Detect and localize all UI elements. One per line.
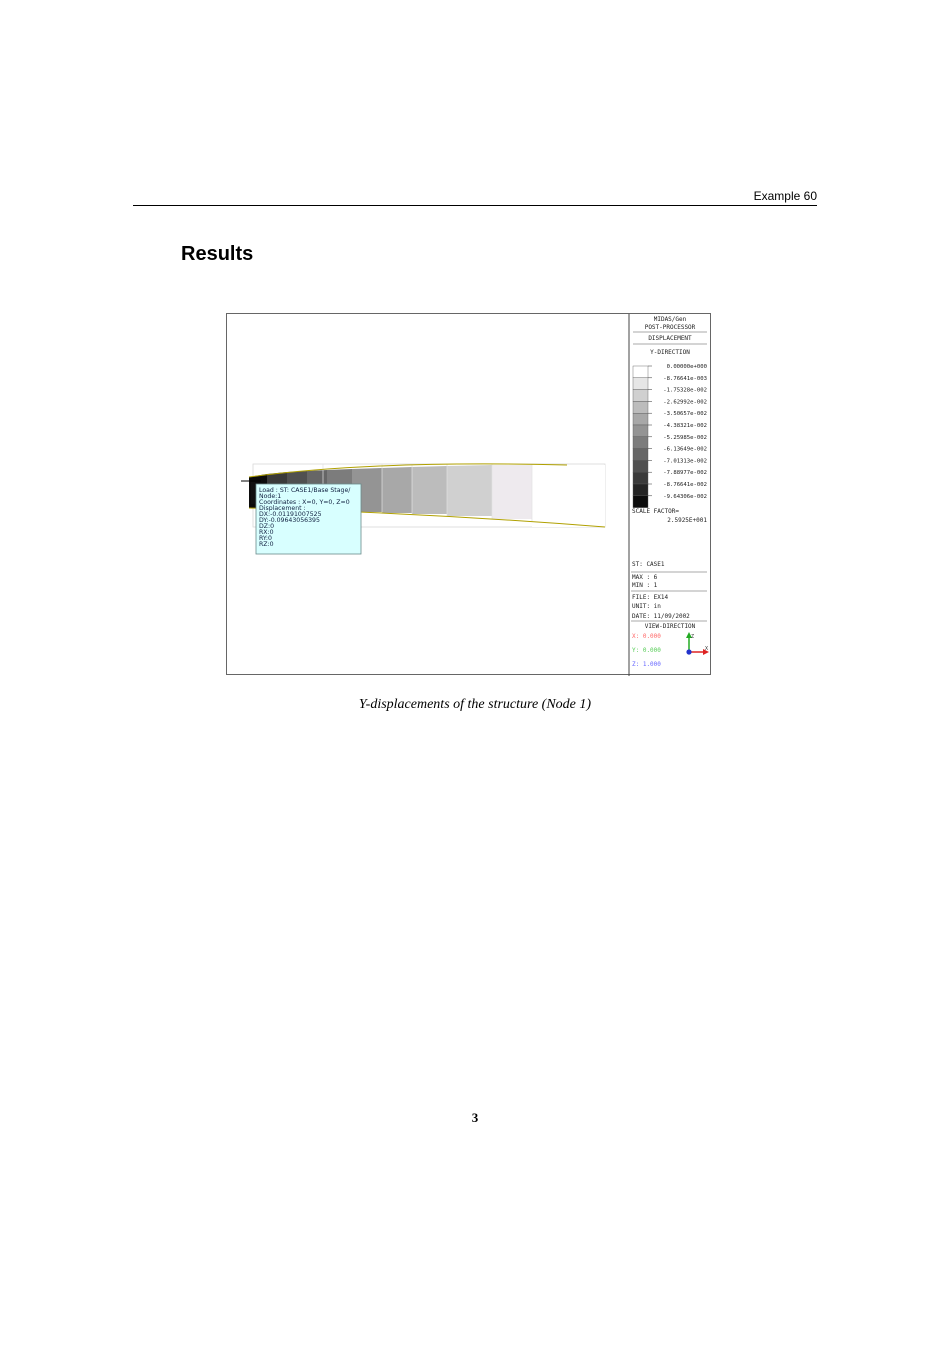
tooltip-line: DX:-0.01191007525 <box>259 511 322 518</box>
page-number: 3 <box>471 1110 479 1125</box>
legend-view-z: Z: 1.000 <box>632 661 661 668</box>
legend-text <box>633 316 707 356</box>
contour-band <box>412 466 447 514</box>
contour-band <box>492 465 532 519</box>
axis-z-label: Z <box>691 634 695 640</box>
legend-swatch <box>633 496 648 508</box>
legend-swatch <box>633 413 648 425</box>
legend-swatch <box>633 449 648 461</box>
contour-band <box>532 465 605 527</box>
section-title: Results <box>181 243 254 265</box>
legend-level-label: -8.76641e-003 <box>663 375 707 382</box>
legend-panel <box>629 314 709 676</box>
figure-canvas <box>227 314 712 676</box>
node-support <box>251 482 255 504</box>
contour-band <box>447 465 492 516</box>
legend-swatch <box>633 484 648 496</box>
legend-level-label: -1.75328e-002 <box>663 387 707 394</box>
displacement-figure <box>226 313 711 675</box>
tooltip-line: DY:-0.09643056395 <box>259 517 320 524</box>
legend-level-label: -9.64306e-002 <box>663 493 707 500</box>
scale-factor-label: SCALE FACTOR= <box>632 508 679 515</box>
legend-file: FILE: EX14 <box>632 594 669 601</box>
legend-level-label: 0.00000e+000 <box>666 364 707 370</box>
figure-caption: Y-displacements of the structure (Node 1) <box>358 697 592 712</box>
axis-x-label: X <box>705 646 709 652</box>
legend-level-label: -2.62992e-002 <box>663 399 707 406</box>
legend-program: MIDAS/Gen <box>653 316 687 323</box>
legend-level-label: -8.76641e-002 <box>663 482 707 488</box>
legend-level-label: -7.01313e-002 <box>663 458 707 465</box>
legend-level-label: -6.13649e-002 <box>663 446 707 453</box>
legend-stage: ST: CASE1 <box>632 561 665 568</box>
legend-module: POST-PROCESSOR <box>644 324 696 331</box>
legend-date: DATE: 11/09/2002 <box>632 613 690 620</box>
legend-swatch <box>633 378 648 390</box>
scale-factor-value: 2.5925E+001 <box>667 517 707 524</box>
legend-swatch <box>633 437 648 449</box>
legend-swatch <box>633 366 648 378</box>
legend-result-type: DISPLACEMENT <box>648 335 692 342</box>
header-rule <box>133 205 817 206</box>
legend-min: MIN : 1 <box>632 582 658 589</box>
tooltip-line: RX:0 <box>259 529 274 536</box>
tooltip-line: Load : ST: CASE1/Base Stage/ <box>259 487 351 494</box>
legend-level-label: -4.38321e-002 <box>663 423 707 429</box>
legend-unit: UNIT: in <box>632 603 661 610</box>
contour-band <box>382 467 412 513</box>
legend-swatch <box>633 401 648 413</box>
axis-triad-icon <box>686 632 709 655</box>
tooltip-line: Displacement : <box>259 505 306 512</box>
tooltip-line: RY:0 <box>259 535 272 542</box>
legend-swatch <box>633 472 648 484</box>
tooltip-line: Coordinates : X=0, Y=0, Z=0 <box>259 499 350 506</box>
legend-view-y: Y: 0.000 <box>632 647 661 654</box>
legend-direction: Y-DIRECTION <box>650 349 690 356</box>
legend-level-label: -7.88977e-002 <box>663 470 707 477</box>
tooltip-line: Node:1 <box>259 493 282 500</box>
legend-view-direction-title: VIEW-DIRECTION <box>644 623 696 630</box>
model-view <box>241 464 605 554</box>
tooltip-line: DZ:0 <box>259 523 275 530</box>
running-header: Example 60 <box>753 189 817 203</box>
legend-level-label: -5.25985e-002 <box>663 434 707 441</box>
legend-color-scale <box>633 364 707 508</box>
legend-swatch <box>633 425 648 437</box>
legend-level-label: -3.50657e-002 <box>663 411 707 418</box>
legend-view-x: X: 0.000 <box>632 633 661 640</box>
legend-max: MAX : 6 <box>632 574 658 581</box>
legend-swatch <box>633 460 648 472</box>
tooltip-line: RZ:0 <box>259 541 274 548</box>
legend-swatch <box>633 390 648 402</box>
